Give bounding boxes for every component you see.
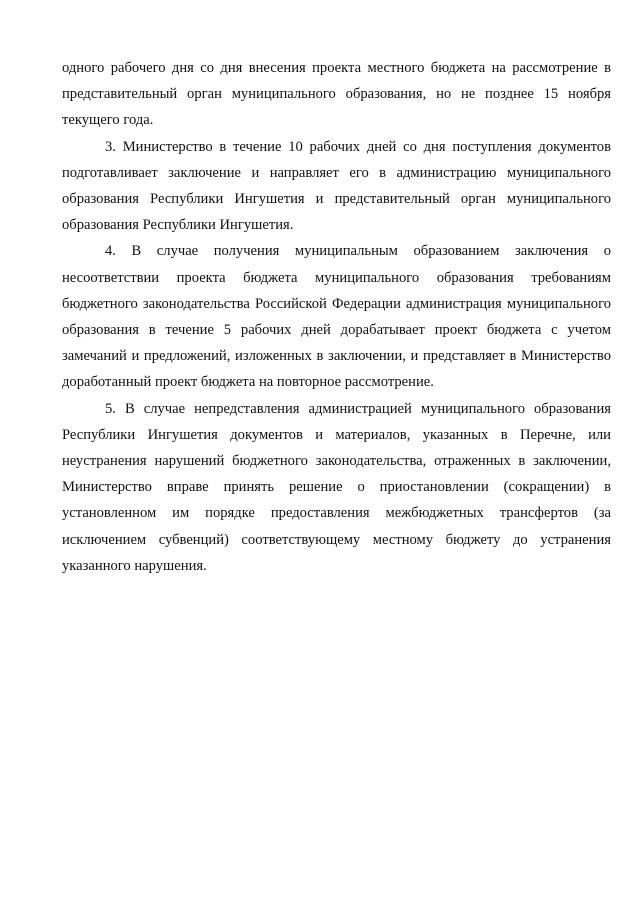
paragraph-item-3: 3. Министерство в течение 10 рабочих дней со дня поступления документов подготавливает заключение и направляет его в администрацию муниципального образования Республики Ингушетия и представительный орган муниципального образования Республики Ингушетия. bbox=[62, 138, 611, 234]
paragraph-item-4: 4. В случае получения муниципальным образованием заключения о несоответствии проекта бюджета муниципального образования требованиям бюджетного законодательства Российской Федерации администрация муниципального образования в течение 5 рабочих дней дорабатывает проект бюджета с учетом замечаний и предложений, изложенных в заключении, и представляет в Министерство доработанный проект бюджета на повторное рассмотрение. bbox=[62, 243, 611, 391]
document-body bbox=[62, 55, 611, 579]
paragraph-item-5: 5. В случае непредставления администрацией муниципального образования Республики Ингушетия документов и материалов, указанных в Перечне, или неустранения нарушений бюджетного законодательства, отраженных в заключении, Министерство вправе принять решение о приостановлении (сокращении) в установленном им порядке предоставления межбюджетных трансфертов (за исключением субвенций) соответствующему местному бюджету до устранения указанного нарушения. bbox=[62, 400, 611, 574]
paragraph-continuation: одного рабочего дня со дня внесения проекта местного бюджета на рассмотрение в представительный орган муниципального образования, но не позднее 15 ноября текущего года. bbox=[62, 60, 611, 129]
